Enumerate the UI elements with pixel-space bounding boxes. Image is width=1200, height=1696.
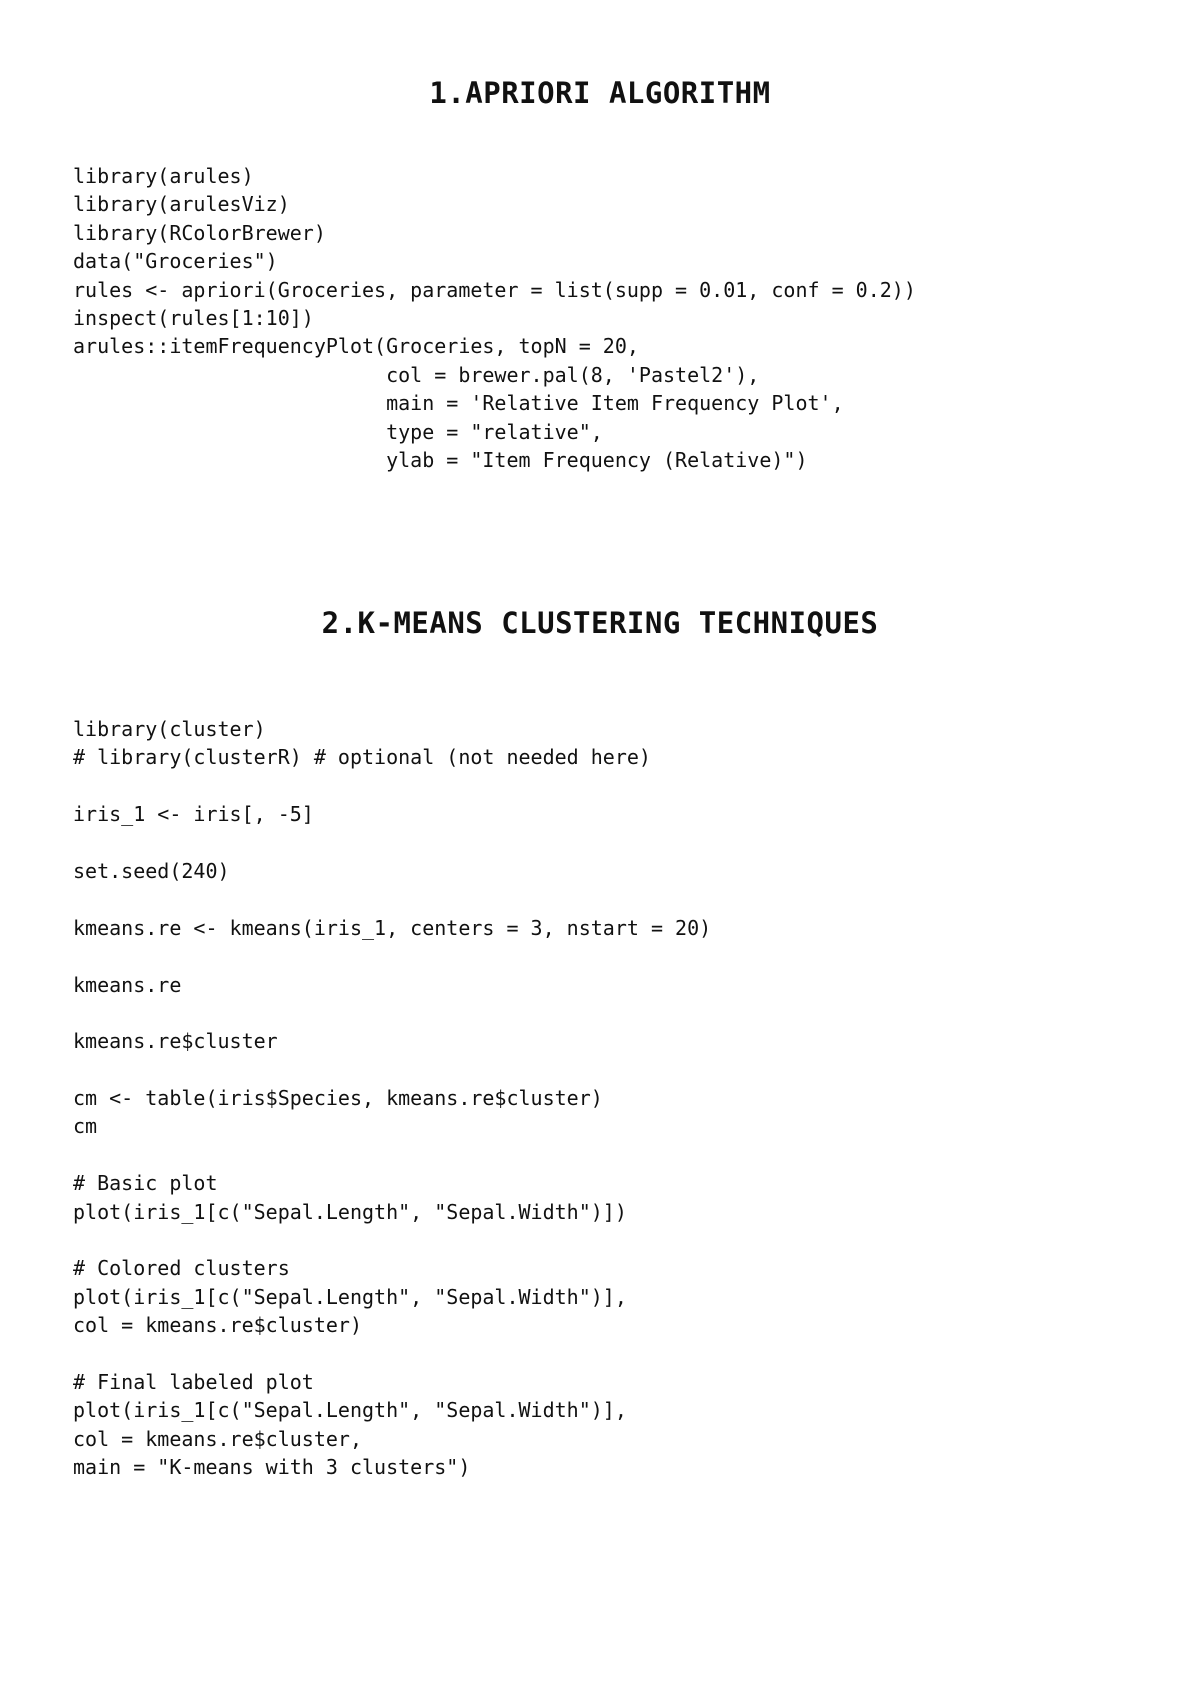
code-line (73, 1141, 711, 1169)
code-line: cm <- table(iris$Species, kmeans.re$cluster) (73, 1086, 603, 1111)
code-line: library(cluster) (73, 717, 266, 741)
code-line (73, 1056, 711, 1084)
code-line: library(RColorBrewer) (73, 220, 326, 245)
code-line: # Basic plot (73, 1171, 218, 1196)
code-line: kmeans.re$cluster (73, 1029, 278, 1054)
code-line (73, 772, 711, 800)
code-line: arules::itemFrequencyPlot(Groceries, topN = 20, (73, 334, 639, 359)
code-line: col = brewer.pal(8, 'Pastel2'), (73, 362, 760, 387)
code-line: col = kmeans.re$cluster, (73, 1426, 362, 1451)
code-line: library(arulesViz) (73, 192, 290, 217)
code-line: cm (73, 1114, 98, 1139)
section-heading-kmeans: 2.K-MEANS CLUSTERING TECHNIQUES (321, 606, 879, 640)
section-heading-apriori: 1.APRIORI ALGORITHM (429, 76, 771, 110)
code-line (73, 999, 711, 1027)
code-line: plot(iris_1[c("Sepal.Length", "Sepal.Width")]) (73, 1199, 627, 1224)
code-block-kmeans (73, 715, 711, 1482)
code-line: main = 'Relative Item Frequency Plot', (73, 391, 844, 416)
code-line (73, 829, 711, 857)
code-line: # Colored clusters (73, 1256, 290, 1281)
code-line: main = "K-means with 3 clusters") (73, 1455, 471, 1480)
code-block-apriori (73, 162, 916, 474)
code-line: # library(clusterR) # optional (not needed here) (73, 745, 651, 770)
code-line: plot(iris_1[c("Sepal.Length", "Sepal.Width")], (73, 1284, 627, 1309)
code-line: library(arules) (73, 164, 254, 188)
code-line: kmeans.re <- kmeans(iris_1, centers = 3, nstart = 20) (73, 915, 712, 940)
code-line: # Final labeled plot (73, 1369, 314, 1394)
code-line: plot(iris_1[c("Sepal.Length", "Sepal.Width")], (73, 1398, 627, 1423)
code-line: iris_1 <- iris[, -5] (73, 802, 314, 827)
code-line (73, 885, 711, 913)
code-line (73, 942, 711, 970)
code-line: set.seed(240) (73, 858, 230, 883)
code-line: col = kmeans.re$cluster) (73, 1313, 362, 1338)
code-line (73, 1340, 711, 1368)
code-line (73, 1226, 711, 1254)
code-line: inspect(rules[1:10]) (73, 305, 314, 330)
code-line: type = "relative", (73, 419, 603, 444)
code-line: kmeans.re (73, 972, 182, 997)
code-line: data("Groceries") (73, 249, 278, 274)
code-line: ylab = "Item Frequency (Relative)") (73, 447, 808, 472)
code-line: rules <- apriori(Groceries, parameter = list(supp = 0.01, conf = 0.2)) (73, 277, 916, 302)
